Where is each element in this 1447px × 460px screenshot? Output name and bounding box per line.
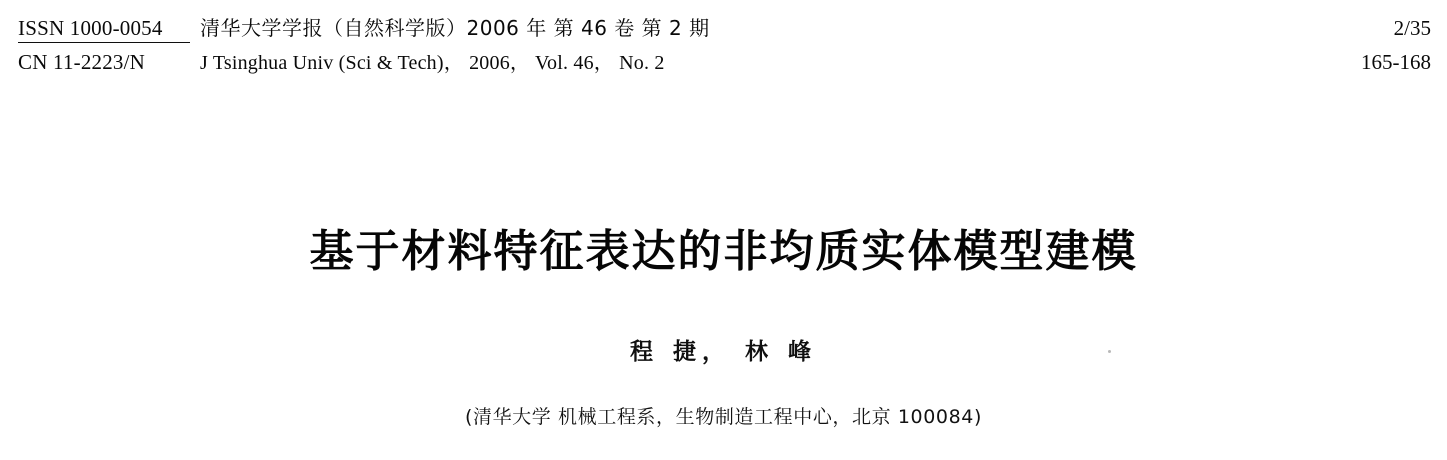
journal-header: [18, 12, 1431, 74]
cn-number-label: CN 11-2223/N: [18, 50, 146, 74]
article-title: 基于材料特征表达的非均质实体模型建模: [309, 226, 1138, 278]
issue-reference: 2/35: [1393, 16, 1431, 40]
header-row-bottom: [18, 46, 1431, 75]
scan-artifact-dot: [1108, 350, 1111, 353]
issn-label: ISSN 1000-0054: [18, 16, 190, 43]
author-affiliation: (清华大学 机械工程系，生物制造工程中心，北京 100084): [464, 406, 983, 428]
journal-title-english: J Tsinghua Univ (Sci & Tech)， 2006， Vol. 46， No. 2: [200, 52, 665, 74]
article-authors: 程 捷， 林 峰: [629, 339, 818, 365]
header-row-top: [18, 12, 1431, 43]
page-range-label: 165-168: [1361, 50, 1431, 74]
journal-title-chinese: 清华大学学报（自然科学版）2006 年 第 46 卷 第 2 期: [200, 16, 710, 40]
